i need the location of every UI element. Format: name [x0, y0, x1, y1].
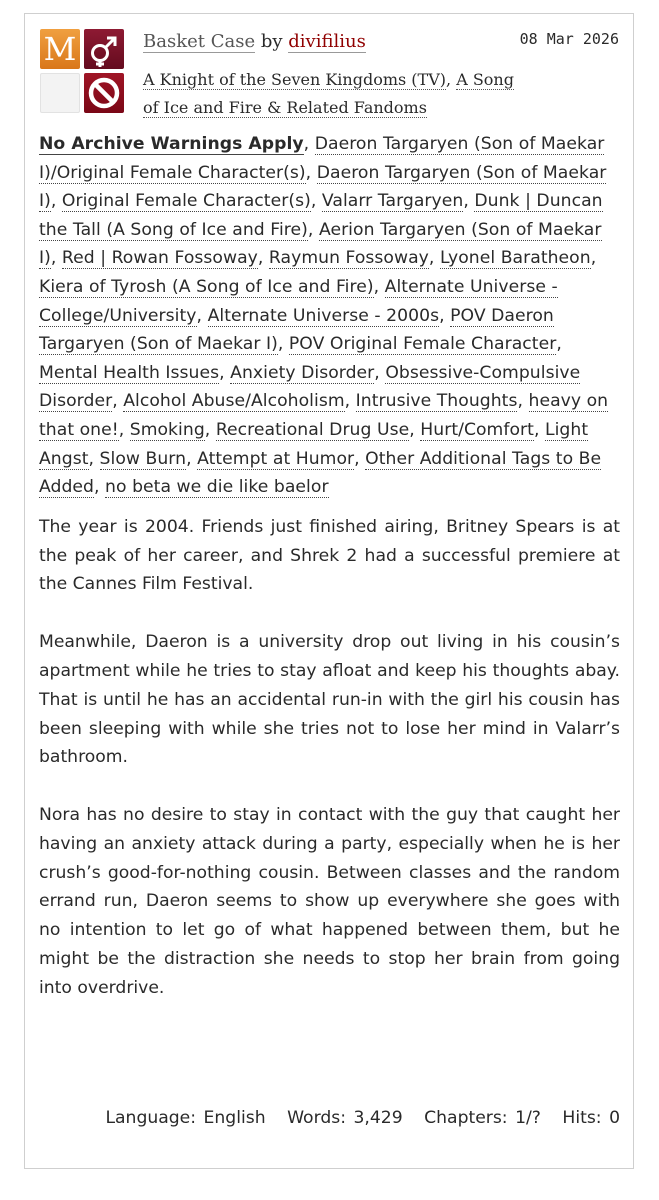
tag-link[interactable]: Alternate Universe - 2000s [207, 305, 440, 326]
tag-link[interactable]: Smoking [129, 419, 205, 440]
tag-link[interactable]: Recreational Drug Use [215, 419, 410, 440]
blurb-header [25, 14, 633, 126]
tag-link[interactable]: Hurt/Comfort [420, 419, 534, 440]
tag-link[interactable]: Alternate Universe - College/University [39, 276, 558, 326]
fandom-link[interactable]: A Knight of the Seven Kingdoms (TV) [143, 70, 447, 89]
tag-link[interactable]: Dunk | Duncan the Tall (A Song of Ice and Fire) [39, 191, 603, 240]
summary-paragraph: Nora has no desire to stay in contact with the guy that caught her having an anxiety attack during a party, especially when he is her crush’s good-for-nothing cousin. Between classes and the random errand run, Daeron seems to show up everywhere she goes with no intention to let go of what happened between them, but he might be the distraction she needs to stop her brain from going into overdrive. [39, 805, 620, 998]
tag-link[interactable]: Mental Health Issues [39, 362, 220, 383]
required-tags [40, 29, 124, 113]
warning-tag[interactable]: No Archive Warnings Apply [39, 134, 304, 154]
tag-link[interactable]: Anxiety Disorder [230, 362, 375, 383]
category-fm-icon[interactable] [84, 29, 124, 69]
tag-link[interactable]: heavy on that one! [39, 391, 609, 440]
tag-link[interactable]: Raymun Fossoway [268, 248, 429, 269]
summary-paragraph: Meanwhile, Daeron is a university drop out living in his cousin’s apartment while he tries to stay afloat and keep his thoughts abay. That is until he has an accidental run-in with the girl his cousin has been sleeping with while she tries not to lose her mind in Valarr’s bathroom. [39, 632, 620, 768]
work-title-link[interactable]: Basket Case [143, 31, 256, 52]
tag-link[interactable]: Original Female Character(s) [61, 191, 311, 212]
tag-link[interactable]: POV Daeron Targaryen (Son of Maekar I) [39, 305, 554, 355]
tag-link[interactable]: Valarr Targaryen [321, 191, 464, 212]
words-value: 3,429 [353, 1108, 403, 1128]
hits-value: 0 [609, 1108, 620, 1128]
chapters-value: 1/? [515, 1108, 541, 1128]
tag-link[interactable]: POV Original Female Character [288, 334, 557, 355]
tag-link[interactable]: Attempt at Humor [197, 448, 355, 469]
work-date: 08 Mar 2026 [519, 30, 619, 48]
freeform-tags: Daeron Targaryen (Son of Maekar I)/Original Female Character(s), Daeron Targaryen (Son of Maekar I), Original Female Character(s), Valarr Targaryen, Dunk | Duncan the Tall (A Song of Ice and Fire), Aerion Targaryen (Son of Maekar I), Red | Rowan Fossoway, Raymun Fossoway, Lyonel Baratheon, Kiera of Tyrosh (A Song of Ice and Fire), Alternate Universe - College/University, Alternate Universe - 2000s, POV Daeron Targaryen (Son of Maekar I), POV Original Female Character, Mental Health Issues, Anxiety Disorder, Obsessive-Compulsive Disorder, Alcohol Abuse/Alcoholism, Intrusive Thoughts, heavy on that one!, Smoking, Recreational Drug Use, Hurt/Comfort, Light Angst, Slow Burn, Attempt at Humor, Other Additional Tags to Be Added, no beta we die like baelor [39, 134, 609, 498]
language-label: Language: [105, 1108, 197, 1128]
tag-link[interactable]: Kiera of Tyrosh (A Song of Ice and Fire) [39, 276, 374, 297]
work-heading [143, 29, 366, 55]
words-label: Words: [287, 1108, 346, 1128]
summary-paragraph: The year is 2004. Friends just finished airing, Britney Spears is at the peak of her career, and Shrek 2 had a successful premiere at the Cannes Film Festival. [39, 516, 620, 595]
tag-link[interactable]: Alcohol Abuse/Alcoholism [123, 391, 345, 412]
work-blurb [24, 13, 634, 1169]
author-link[interactable]: divifilius [288, 31, 366, 52]
tag-link[interactable]: Slow Burn [99, 448, 187, 469]
chapters-label: Chapters: [424, 1108, 508, 1128]
tag-link[interactable]: Aerion Targaryen (Son of Maekar I) [39, 219, 602, 269]
tag-link[interactable]: Other Additional Tags to Be Added [39, 448, 602, 498]
summary [25, 513, 633, 1003]
tag-link[interactable]: Intrusive Thoughts [355, 391, 518, 412]
fandom-link[interactable]: A Song of Ice and Fire & Related Fandoms [143, 70, 514, 117]
language-value: English [203, 1108, 266, 1128]
rating-mature-icon[interactable]: M [40, 29, 80, 69]
hits-label: Hits: [562, 1108, 602, 1128]
tag-list: No Archive Warnings Apply, Daeron Targaryen (Son of Maekar I)/Original Female Character(s), Daeron Targaryen (Son of Maekar I), Original Female Character(s), Valarr Targaryen, Dunk | Duncan the Tall (A Song of Ice and Fire), Aerion Targaryen (Son of Maekar I), Red | Rowan Fossoway, Raymun Fossoway, Lyonel Baratheon, Kiera of Tyrosh (A Song of Ice and Fire), Alternate Universe - College/University, Alternate Universe - 2000s, POV Daeron Targaryen (Son of Maekar I), POV Original Female Character, Mental Health Issues, Anxiety Disorder, Obsessive-Compulsive Disorder, Alcohol Abuse/Alcoholism, Intrusive Thoughts, heavy on that one!, Smoking, Recreational Drug Use, Hurt/Comfort, Light Angst, Slow Burn, Attempt at Humor, Other Additional Tags to Be Added, no beta we die like baelor [39, 134, 609, 498]
tag-link[interactable]: no beta we die like baelor [105, 477, 329, 498]
no-warnings-icon[interactable] [84, 73, 124, 113]
tag-link[interactable]: Daeron Targaryen (Son of Maekar I)/Original Female Character(s) [39, 134, 605, 183]
tag-link[interactable]: Light Angst [39, 419, 589, 469]
tag-link[interactable]: Lyonel Baratheon [439, 248, 591, 269]
work-in-progress-icon[interactable] [40, 73, 80, 113]
tag-link[interactable]: Red | Rowan Fossoway [61, 248, 258, 269]
tag-link[interactable]: Daeron Targaryen (Son of Maekar I) [39, 162, 607, 212]
fandoms: A Knight of the Seven Kingdoms (TV), A Song of Ice and Fire & Related Fandoms [143, 70, 514, 117]
by-text: by [260, 31, 283, 52]
work-stats [39, 1104, 620, 1133]
tag-link[interactable]: Obsessive-Compulsive Disorder [39, 362, 581, 412]
